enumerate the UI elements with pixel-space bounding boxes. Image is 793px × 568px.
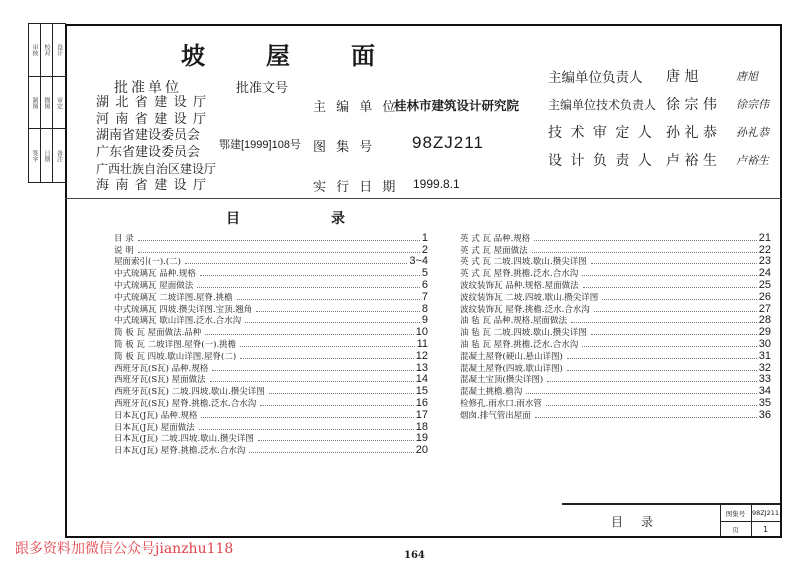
title-char-3: 面 (351, 41, 375, 70)
toc-entry[interactable]: 混凝土宝顶(攒尖详图) 33 (460, 373, 771, 386)
approval-unit: 湖南省建设委员会 (96, 128, 201, 143)
strip-cell: 日期 (41, 129, 53, 182)
toc-entry[interactable]: 油 毡 瓦 屋脊.挑檐.泛水.合水沟 30 (460, 337, 771, 350)
toc-entry[interactable]: 中式琉璃瓦 屋面做法 6 (114, 278, 428, 291)
toc-entry[interactable]: 英 式 瓦 品种.规格 21 (460, 231, 771, 244)
strip-cell: 制图 (29, 77, 41, 129)
approval-unit: 河 南 省 建 设 厅 (96, 111, 206, 127)
title-char-1: 坡 (181, 41, 205, 70)
binding-strip (28, 23, 66, 183)
responsible-row (548, 118, 769, 146)
role: 设 计 负 责 人 (548, 153, 654, 169)
strip-cell: 描图 (41, 77, 53, 129)
approval-doc-label: 批准文号 (236, 81, 289, 96)
toc-entry[interactable]: 烟囱.排气管出屋面 36 (460, 408, 771, 421)
toc-entry[interactable]: 检修孔.雨水口.雨水管 35 (460, 396, 771, 409)
atlas-no: 98ZJ211 (412, 133, 484, 152)
atlas-no-label-cell: 图集号 (720, 505, 752, 522)
toc-entry[interactable]: 中式琉璃瓦 品种.规格 5 (114, 267, 428, 280)
toc-entry[interactable]: 油 毡 瓦 品种.规格.屋面做法 28 (460, 314, 771, 327)
toc-title-right: 录 (331, 211, 345, 227)
toc-left-column (114, 232, 428, 456)
toc-entry[interactable]: 英 式 瓦 屋面做法 22 (460, 243, 771, 256)
approval-unit: 广西壮族自治区建设厅 (96, 162, 217, 176)
toc-entry[interactable]: 筒 板 瓦 四坡.歇山详图.屋脊(二) 12 (114, 349, 428, 362)
editor-unit: 桂林市建筑设计研究院 (394, 98, 520, 113)
strip-cell: 审核 (29, 24, 41, 77)
toc-entry[interactable]: 中式琉璃瓦 歇山详图.泛水.合水沟 9 (114, 314, 428, 327)
person-name: 唐 旭 (666, 69, 699, 85)
atlas-no-label: 图 集 号 (313, 140, 376, 155)
toc-entry[interactable]: 日本瓦(J瓦) 品种.规格 17 (114, 408, 428, 421)
page-label-cell: 页 (720, 522, 752, 537)
responsible-list (548, 62, 769, 174)
watermark-text: 跟多资料加微信公众号jianzhu118 (15, 541, 234, 557)
toc-entry[interactable]: 英 式 瓦 屋脊.挑檐.泛水.合水沟 24 (460, 267, 771, 280)
page-number: 164 (404, 550, 425, 561)
toc-entry[interactable]: 目 录 1 (114, 231, 428, 244)
strip-cell: 签字 (29, 129, 41, 182)
approval-unit: 广东省建设委员会 (96, 144, 201, 160)
strip-cell: 备注 (55, 149, 63, 162)
toc-entry[interactable]: 日本瓦(J瓦) 二坡.四坡.歇山.攒尖详图 19 (114, 432, 428, 445)
editor-unit-label: 主 编 单 位 (313, 100, 399, 115)
approval-unit-label: 批准单位 (114, 80, 182, 96)
person-name: 徐 宗 伟 (666, 97, 717, 113)
header-divider (65, 198, 782, 199)
toc-entry[interactable]: 混凝土挑檐.檐沟 34 (460, 385, 771, 398)
toc-entry[interactable]: 西班牙瓦(S瓦) 屋面做法 14 (114, 373, 428, 386)
toc-entry[interactable]: 筒 板 瓦 二坡详图.屋脊(一).挑檐 11 (114, 337, 428, 350)
responsible-row (548, 146, 769, 174)
toc-entry[interactable]: 波纹装饰瓦 品种.规格.屋面做法 25 (460, 278, 771, 291)
toc-entry[interactable]: 屋面索引(一).(二) 3~4 (114, 255, 428, 268)
signature: 唐旭 (736, 70, 758, 83)
role: 主编单位负责人 (548, 70, 643, 86)
strip-cell: 设计 (53, 24, 65, 77)
toc-right-column (460, 232, 771, 421)
approval-unit: 海 南 省 建 设 厅 (96, 177, 206, 193)
toc-entry[interactable]: 英 式 瓦 二坡.四坡.歇山.攒尖详图 23 (460, 255, 771, 268)
toc-entry[interactable]: 日本瓦(J瓦) 屋面做法 18 (114, 420, 428, 433)
strip-cell: 审定 (53, 77, 65, 129)
title-char-2: 屋 (266, 41, 290, 70)
toc-entry[interactable]: 西班牙瓦(S瓦) 二坡.四坡.歇山.攒尖详图 15 (114, 385, 428, 398)
atlas-no-value-cell: 98ZJ211 (751, 505, 780, 522)
toc-entry[interactable]: 筒 板 瓦 屋面做法.品种 10 (114, 326, 428, 339)
responsible-row (548, 90, 769, 118)
signature: 徐宗伟 (736, 98, 769, 111)
approval-doc-number: 鄂建[1999]108号 (219, 139, 301, 151)
toc-entry[interactable]: 日本瓦(J瓦) 屋脊.挑檐.泛水.合水沟 20 (114, 444, 428, 457)
signature: 孙礼恭 (736, 126, 769, 139)
approval-units-list (96, 95, 217, 194)
effective-date: 1999.8.1 (413, 177, 460, 191)
strip-cell: 校对 (41, 24, 53, 77)
role: 主编单位技术负责人 (548, 97, 657, 112)
sheet-name: 目录 (562, 505, 721, 537)
toc-entry[interactable]: 混凝土屋脊(四坡.歇山详图) 32 (460, 361, 771, 374)
toc-entry[interactable]: 混凝土屋脊(硬山.悬山详图) 31 (460, 349, 771, 362)
approval-unit: 湖 北 省 建 设 厅 (96, 95, 206, 110)
role: 技 术 审 定 人 (548, 125, 654, 141)
effective-date-label: 实 行 日 期 (313, 180, 399, 195)
toc-entry[interactable]: 西班牙瓦(S瓦) 屋脊.挑檐.泛水.合水沟 16 (114, 396, 428, 409)
toc-entry[interactable]: 西班牙瓦(S瓦) 品种.规格 13 (114, 361, 428, 374)
person-name: 孙 礼 恭 (666, 125, 717, 141)
responsible-row (548, 62, 769, 90)
person-name: 卢 裕 生 (666, 153, 717, 169)
title-block (562, 503, 780, 537)
page-value-cell: 1 (762, 525, 769, 534)
signature: 卢裕生 (736, 154, 769, 167)
toc-entry[interactable]: 波纹装饰瓦 屋脊.挑檐.泛水.合水沟 27 (460, 302, 771, 315)
toc-entry[interactable]: 中式琉璃瓦 二坡详图.屋脊.挑檐 7 (114, 290, 428, 303)
toc-entry[interactable]: 说 明 2 (114, 243, 428, 256)
toc-entry[interactable]: 油 毡 瓦 二坡.四坡.歇山.攒尖详图 29 (460, 326, 771, 339)
toc-title-left: 目 (226, 211, 240, 227)
toc-entry[interactable]: 中式琉璃瓦 四坡.攒尖详图.宝顶.翘角 8 (114, 302, 428, 315)
toc-entry[interactable]: 波纹装饰瓦 二坡.四坡.歇山.攒尖详图 26 (460, 290, 771, 303)
